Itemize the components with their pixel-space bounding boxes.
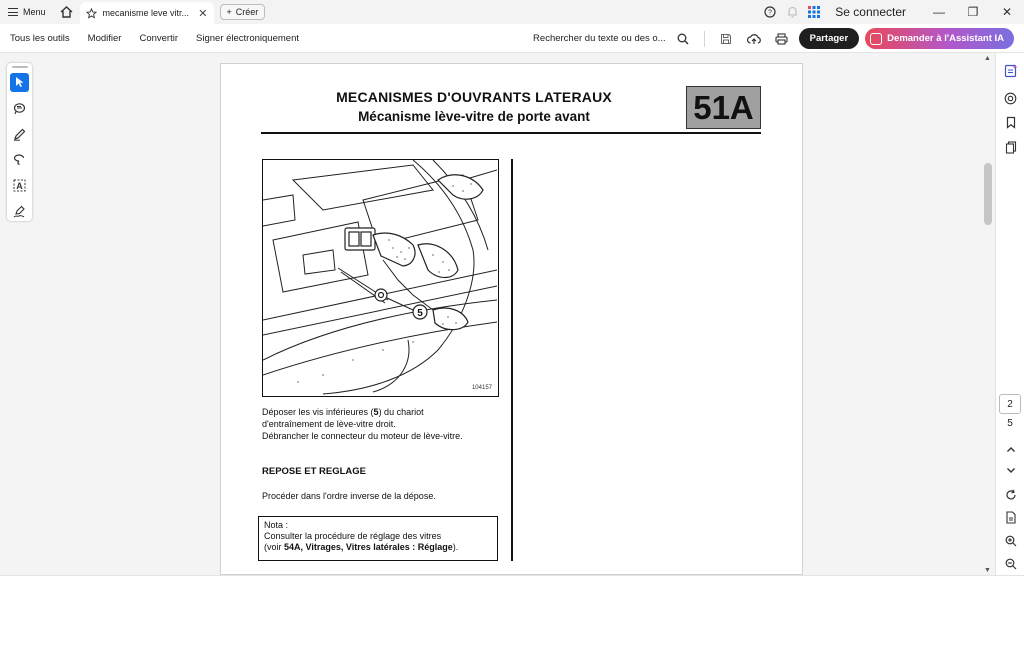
- section-heading: REPOSE ET REGLAGE: [262, 466, 366, 477]
- sign-tool-button[interactable]: [10, 202, 29, 221]
- text-box-icon: [13, 179, 26, 192]
- restore-button[interactable]: ❐: [967, 5, 979, 19]
- bookmark-icon: [1005, 116, 1017, 129]
- apps-grid-icon[interactable]: [803, 0, 825, 24]
- create-label: Créer: [235, 7, 259, 17]
- select-tool-button[interactable]: [10, 73, 29, 92]
- ai-document-icon: [1004, 64, 1018, 78]
- document-canvas[interactable]: [0, 53, 995, 575]
- note-line1: Consulter la procédure de réglage des vitres: [264, 531, 442, 541]
- at-sign-icon: [1004, 92, 1017, 105]
- next-page-button[interactable]: [1000, 460, 1021, 481]
- pen-icon: [13, 128, 26, 141]
- zoom-out-button[interactable]: [1000, 553, 1021, 574]
- scroll-up-arrow-icon[interactable]: ▲: [984, 55, 991, 62]
- ai-assistant-label: Demander à l'Assistant IA: [887, 33, 1004, 44]
- edit-link[interactable]: Modifier: [87, 32, 122, 44]
- vertical-scrollbar[interactable]: [981, 53, 995, 575]
- signature-pen-icon: [13, 205, 26, 218]
- lasso-icon: [13, 153, 26, 166]
- ai-summary-button[interactable]: [1000, 60, 1021, 81]
- door-mechanism-drawing: [263, 160, 497, 395]
- page-header: [261, 84, 761, 134]
- figure-reference: 104157: [471, 385, 492, 391]
- help-icon[interactable]: [759, 0, 781, 24]
- document-subtitle: Mécanisme lève-vitre de porte avant: [358, 109, 590, 124]
- para1-prefix: Déposer les vis inférieures (: [262, 407, 374, 417]
- document-fit-icon: [1005, 511, 1017, 524]
- save-icon[interactable]: [715, 28, 737, 50]
- pdf-page: [220, 63, 803, 575]
- note-prefix: (voir: [264, 542, 284, 552]
- note-label: Nota :: [264, 520, 289, 530]
- right-rail: [995, 53, 1024, 575]
- current-page-input[interactable]: 2: [999, 394, 1021, 414]
- ai-assistant-button[interactable]: [865, 28, 1014, 49]
- svg-text:?: ?: [768, 9, 773, 17]
- convert-link[interactable]: Convertir: [139, 32, 179, 44]
- create-button[interactable]: [220, 4, 266, 20]
- text-select-tool-button[interactable]: [10, 176, 29, 195]
- toolbar-divider: [704, 31, 705, 47]
- hamburger-icon: [8, 8, 18, 16]
- close-window-button[interactable]: ✕: [1001, 5, 1013, 19]
- search-field[interactable]: Rechercher du texte ou des o...: [533, 33, 666, 44]
- total-pages: 5: [1007, 418, 1013, 429]
- note-suffix: ).: [452, 542, 459, 552]
- quick-tools-panel: [7, 63, 32, 221]
- lasso-tool-button[interactable]: [10, 151, 29, 170]
- page-fit-button[interactable]: [1000, 507, 1021, 528]
- scrollbar-thumb[interactable]: [984, 163, 992, 225]
- chevron-up-icon: [1006, 446, 1016, 453]
- plus-icon: +: [226, 7, 232, 17]
- print-icon[interactable]: [771, 28, 793, 50]
- title-bar: [0, 0, 1024, 24]
- section-code-badge: 51A: [686, 86, 761, 129]
- menu-button[interactable]: [0, 0, 54, 24]
- all-tools-link[interactable]: Tous les outils: [10, 32, 70, 44]
- page-thumbnails-button[interactable]: [1000, 137, 1021, 158]
- para1-ref-number: 5: [373, 407, 379, 417]
- document-tab[interactable]: [80, 2, 214, 24]
- callout-number: 5: [417, 308, 423, 319]
- e-sign-link[interactable]: Signer électroniquement: [196, 32, 299, 44]
- upload-cloud-icon[interactable]: [743, 28, 765, 50]
- star-icon[interactable]: [86, 8, 97, 19]
- column-divider: [511, 159, 513, 561]
- home-button[interactable]: [54, 0, 80, 24]
- comment-tool-button[interactable]: [10, 99, 29, 118]
- tab-close-icon[interactable]: ✕: [198, 7, 208, 20]
- svg-text:A: A: [16, 181, 23, 192]
- main-toolbar: [0, 24, 1024, 53]
- rotate-button[interactable]: [1000, 484, 1021, 505]
- panel-grip[interactable]: [12, 66, 28, 68]
- blank-area: [0, 575, 1024, 645]
- draw-tool-button[interactable]: [10, 125, 29, 144]
- home-icon: [60, 6, 73, 18]
- note-box: [258, 516, 498, 561]
- note-line2: [264, 542, 492, 553]
- comment-icon: [13, 102, 26, 115]
- scroll-down-arrow-icon[interactable]: ▼: [984, 567, 991, 574]
- document-title: MECANISMES D'OUVRANTS LATERAUX: [336, 89, 612, 105]
- previous-page-button[interactable]: [1000, 439, 1021, 460]
- cursor-icon: [14, 76, 25, 88]
- note-reference: 54A, Vitrages, Vitres latérales : Réglage: [284, 542, 453, 552]
- ai-assistant-icon: [870, 33, 882, 45]
- sign-in-link[interactable]: Se connecter: [835, 5, 906, 19]
- technical-illustration: [262, 159, 499, 397]
- para1-line2: d'entraînement de lève-vitre droit.: [262, 419, 396, 429]
- pages-icon: [1005, 141, 1017, 154]
- chevron-down-icon: [1006, 467, 1016, 474]
- tab-title: mecanisme leve vitr...: [102, 8, 190, 18]
- para1-suffix: ) du chariot: [378, 407, 424, 417]
- search-icon[interactable]: [672, 28, 694, 50]
- bookmarks-button[interactable]: [1000, 112, 1021, 133]
- para1-line3: Débrancher le connecteur du moteur de lève-vitre.: [262, 431, 463, 441]
- attachments-button[interactable]: [1000, 88, 1021, 109]
- minimize-button[interactable]: —: [933, 5, 945, 19]
- menu-label: Menu: [23, 7, 46, 17]
- removal-instructions: [262, 406, 502, 442]
- zoom-in-icon: [1005, 535, 1017, 547]
- zoom-out-icon: [1005, 558, 1017, 570]
- bell-icon[interactable]: [781, 0, 803, 24]
- zoom-in-button[interactable]: [1000, 530, 1021, 551]
- refit-instructions: Procéder dans l'ordre inverse de la dépose.: [262, 491, 436, 501]
- share-button[interactable]: Partager: [799, 28, 860, 49]
- refresh-icon: [1005, 489, 1017, 501]
